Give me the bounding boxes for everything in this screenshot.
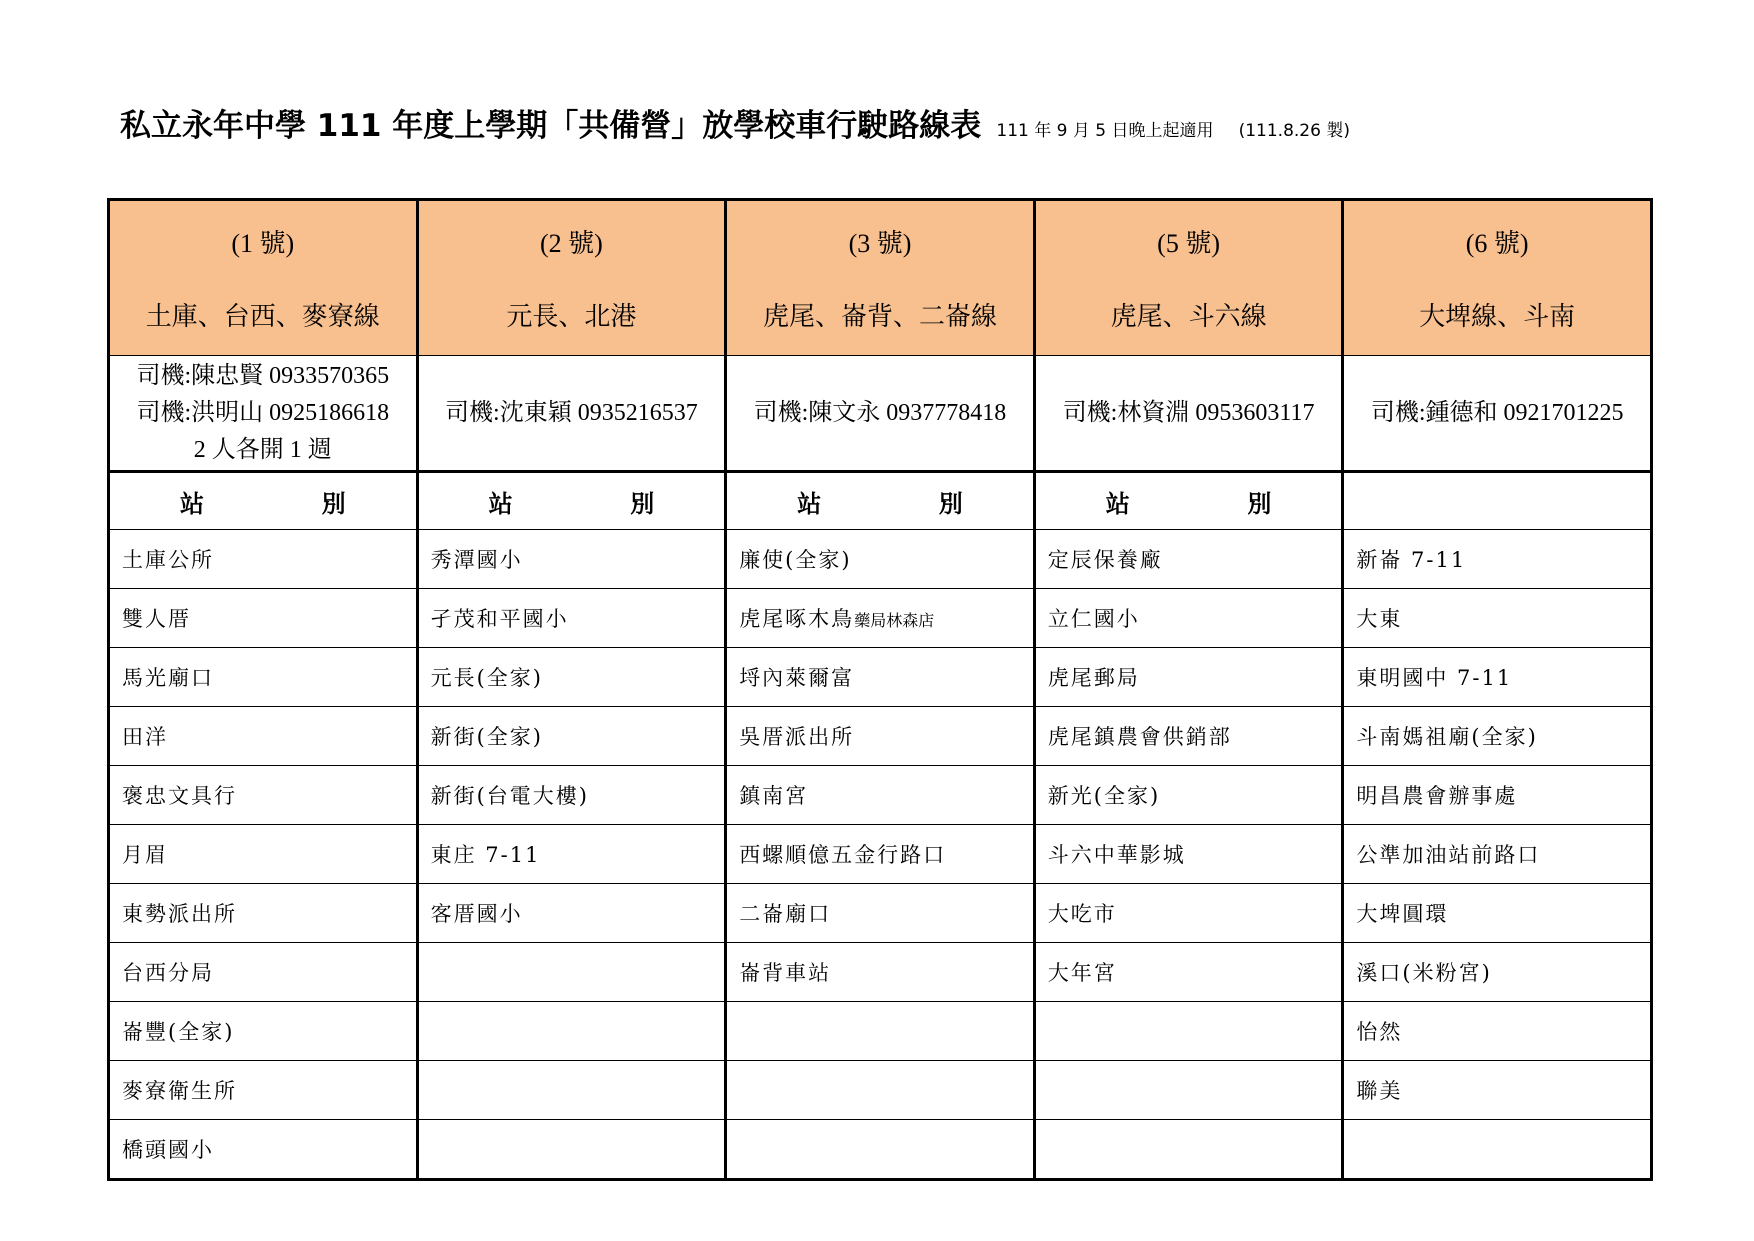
station-name: 孑茂和平國小 [430, 607, 569, 631]
station-name: 溪口(米粉宮) [1356, 961, 1492, 985]
station-cell [726, 1002, 1035, 1061]
station-name: 大吃市 [1047, 902, 1117, 926]
station-cell [109, 766, 418, 825]
station-name: 公準加油站前路口 [1356, 843, 1541, 867]
station-name: 馬光廟口 [122, 666, 214, 690]
station-cell [417, 766, 726, 825]
station-name: 二崙廟口 [739, 902, 832, 926]
route-number: (3 號) [848, 229, 912, 258]
station-name: 雙人厝 [122, 607, 191, 631]
station-cell [726, 1120, 1035, 1180]
route-header [726, 200, 1035, 356]
station-cell [109, 648, 418, 707]
station-cell [1343, 707, 1652, 766]
driver-cell [1034, 356, 1343, 472]
station-row [109, 884, 1652, 943]
station-name: 虎尾啄木鳥 [739, 607, 855, 631]
station-cell [726, 648, 1035, 707]
station-cell [109, 825, 418, 884]
driver-row [109, 356, 1652, 472]
station-cell [726, 530, 1035, 589]
station-name: 埒內萊爾富 [739, 666, 855, 690]
station-name: 鎮南宮 [739, 784, 809, 808]
station-name: 定辰保養廠 [1047, 548, 1163, 572]
route-name: 元長、北港 [506, 302, 637, 332]
station-name: 東明國中 7-11 [1356, 666, 1513, 690]
document-title [120, 100, 1720, 145]
route-number: (1 號) [231, 229, 295, 258]
station-cell [109, 943, 418, 1002]
station-name: 大埤圓環 [1356, 902, 1449, 926]
station-name: 月眉 [122, 843, 168, 867]
route-name: 大埤線、斗南 [1419, 302, 1576, 332]
station-cell [417, 884, 726, 943]
title-made-date: (111.8.26 製) [1238, 121, 1350, 141]
station-row [109, 589, 1652, 648]
route-name: 土庫、台西、麥寮線 [145, 302, 380, 332]
station-cell [726, 825, 1035, 884]
station-name-suffix: 藥局林森店 [854, 611, 935, 630]
driver-cell [726, 356, 1035, 472]
station-cell [1034, 1002, 1343, 1061]
station-name: 大年宮 [1047, 961, 1117, 985]
driver-line: 司機:陳文永 0937778418 [753, 399, 1007, 426]
driver-cell [109, 356, 418, 472]
station-cell [1343, 1002, 1652, 1061]
station-cell [109, 1061, 418, 1120]
station-cell [417, 1002, 726, 1061]
station-name: 崙背車站 [739, 961, 832, 985]
station-label-cell [726, 472, 1035, 530]
station-row [109, 648, 1652, 707]
station-cell [726, 589, 1035, 648]
route-name: 虎尾、崙背、二崙線 [762, 302, 997, 332]
station-row [109, 943, 1652, 1002]
station-name: 斗六中華影城 [1047, 843, 1186, 867]
route-header-row [109, 200, 1652, 356]
station-name: 聯美 [1356, 1079, 1403, 1103]
driver-cell [417, 356, 726, 472]
station-cell [1034, 707, 1343, 766]
route-number: (2 號) [539, 229, 603, 258]
driver-line: 司機:林資淵 0953603117 [1062, 399, 1315, 426]
driver-line: 司機:鍾德和 0921701225 [1370, 399, 1624, 426]
station-name: 田洋 [122, 725, 168, 749]
station-cell [417, 589, 726, 648]
station-label-b: 別 [321, 489, 346, 518]
station-cell [1034, 766, 1343, 825]
station-cell [417, 825, 726, 884]
station-cell [726, 766, 1035, 825]
station-cell [1034, 825, 1343, 884]
station-row [109, 1120, 1652, 1180]
station-cell [1343, 589, 1652, 648]
station-cell [417, 707, 726, 766]
station-cell [1034, 530, 1343, 589]
station-cell [1034, 1120, 1343, 1180]
station-name: 麥寮衛生所 [122, 1079, 237, 1103]
station-label-b: 別 [938, 489, 963, 518]
station-label-cell [109, 472, 418, 530]
station-cell [109, 1120, 418, 1180]
station-name: 土庫公所 [122, 548, 214, 572]
station-cell [1343, 825, 1652, 884]
station-cell [726, 1061, 1035, 1120]
station-label-a: 站 [1105, 489, 1130, 518]
station-cell [109, 530, 418, 589]
station-name: 台西分局 [122, 961, 214, 985]
station-label-cell [1343, 472, 1652, 530]
station-name: 崙豐(全家) [122, 1020, 235, 1044]
station-name: 西螺順億五金行路口 [739, 843, 947, 867]
station-name: 怡然 [1356, 1020, 1403, 1044]
station-cell [109, 707, 418, 766]
station-cell [1343, 884, 1652, 943]
driver-line: 司機:沈東穎 0935216537 [445, 399, 698, 426]
station-row [109, 1061, 1652, 1120]
station-name: 立仁國小 [1047, 607, 1140, 631]
route-name: 虎尾、斗六線 [1110, 302, 1267, 332]
station-row [109, 766, 1652, 825]
station-label-b: 別 [1247, 489, 1272, 518]
station-cell [417, 1061, 726, 1120]
route-header [417, 200, 726, 356]
title-main: 私立永年中學 111 年度上學期「共備營」放學校車行駛路線表 [120, 108, 982, 144]
station-label-row [109, 472, 1652, 530]
station-name: 廉使(全家) [739, 548, 852, 572]
station-cell [109, 589, 418, 648]
station-cell [1343, 530, 1652, 589]
driver-cell [1343, 356, 1652, 472]
station-label-a: 站 [488, 489, 513, 518]
route-header [1034, 200, 1343, 356]
station-cell [726, 707, 1035, 766]
station-label-cell [417, 472, 726, 530]
station-cell [1034, 1061, 1343, 1120]
driver-line: 司機:陳忠賢 0933570365 [136, 362, 390, 389]
driver-line: 司機:洪明山 0925186618 [136, 399, 390, 426]
route-number: (5 號) [1157, 229, 1220, 258]
station-cell [726, 884, 1035, 943]
route-number: (6 號) [1465, 229, 1529, 258]
station-name: 虎尾鎮農會供銷部 [1047, 725, 1232, 749]
route-header [1343, 200, 1652, 356]
station-name: 新崙 7-11 [1356, 548, 1467, 572]
driver-note: 2 人各開 1 週 [193, 436, 332, 463]
station-cell [1034, 943, 1343, 1002]
station-label-b: 別 [630, 489, 655, 518]
station-name: 客厝國小 [430, 902, 523, 926]
station-name: 大東 [1356, 607, 1403, 631]
station-row [109, 530, 1652, 589]
station-label-cell [1034, 472, 1343, 530]
route-header [109, 200, 418, 356]
station-name: 秀潭國小 [430, 548, 523, 572]
station-cell [1034, 884, 1343, 943]
station-label-a: 站 [797, 489, 822, 518]
station-cell [1343, 648, 1652, 707]
station-name: 元長(全家) [430, 666, 543, 690]
station-name: 新街(台電大樓) [430, 784, 589, 808]
station-cell [726, 943, 1035, 1002]
station-name: 吳厝派出所 [739, 725, 855, 749]
station-cell [1343, 1061, 1652, 1120]
bus-route-table [107, 198, 1653, 1181]
station-cell [417, 530, 726, 589]
station-name: 橋頭國小 [122, 1138, 214, 1162]
station-name: 虎尾郵局 [1047, 666, 1140, 690]
station-row [109, 825, 1652, 884]
title-effective-date: 111 年 9 月 5 日晚上起適用 [996, 121, 1214, 141]
station-cell [1343, 1120, 1652, 1180]
station-cell [417, 943, 726, 1002]
station-label-a: 站 [180, 489, 204, 518]
station-cell [109, 884, 418, 943]
station-cell [1034, 589, 1343, 648]
station-name: 東庄 7-11 [430, 843, 541, 867]
station-cell [109, 1002, 418, 1061]
station-row [109, 707, 1652, 766]
station-name: 褒忠文具行 [122, 784, 237, 808]
station-row [109, 1002, 1652, 1061]
station-cell [417, 648, 726, 707]
station-cell [1343, 943, 1652, 1002]
station-cell [1034, 648, 1343, 707]
station-name: 斗南媽祖廟(全家) [1356, 725, 1538, 749]
station-name: 明昌農會辦事處 [1356, 784, 1518, 808]
station-cell [417, 1120, 726, 1180]
station-name: 東勢派出所 [122, 902, 237, 926]
station-cell [1343, 766, 1652, 825]
station-name: 新街(全家) [430, 725, 543, 749]
station-name: 新光(全家) [1047, 784, 1161, 808]
